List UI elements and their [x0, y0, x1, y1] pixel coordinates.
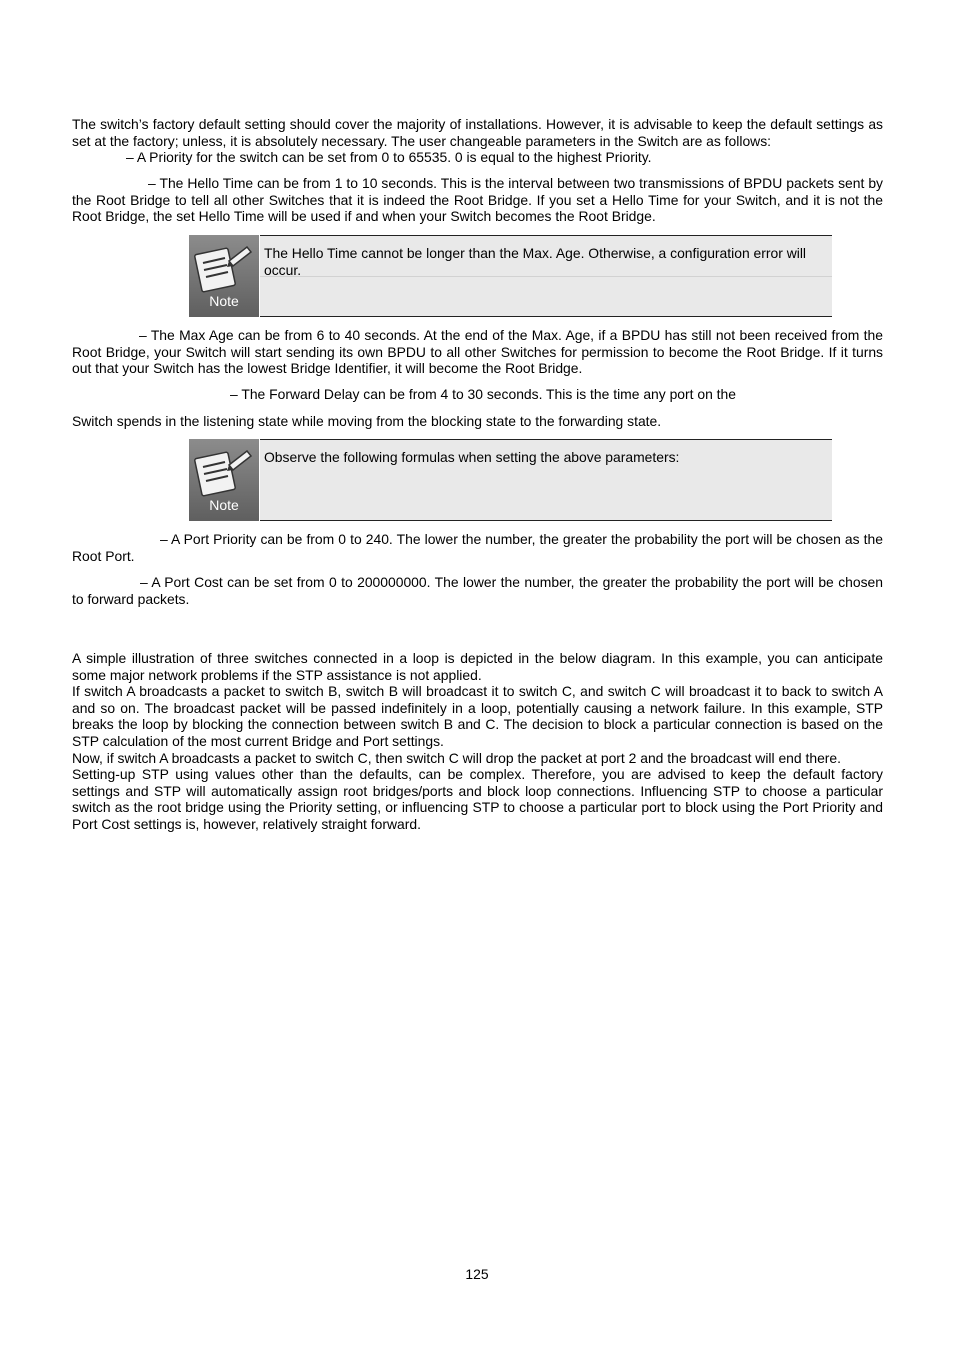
forward-delay-paragraph: – The Forward Delay can be from 4 to 30 seconds. This is the time any port on the [230, 386, 736, 402]
note-box-hello-time [189, 235, 832, 317]
note-text: The Hello Time cannot be longer than the Max. Age. Otherwise, a configuration error will occur. [264, 245, 807, 278]
setting-up-paragraph: Setting-up STP using values other than the defaults, can be complex. Therefore, you are advised to keep the default factory settings and STP will automatically assign root bridges/ports and block loop connections. Influencing STP to choose a particular switch as the root bridge using the Priority setting, or influencing STP to choose a particular port to block using the Port Priority and Port Cost settings is, however, relatively straight forward. [72, 766, 883, 833]
note-body [260, 439, 832, 521]
note-label: Note [209, 293, 239, 309]
forward-delay-continued: Switch spends in the listening state while moving from the blocking state to the forwarding state. [72, 413, 662, 429]
intro-paragraph: The switch’s factory default setting should cover the majority of installations. However, it is advisable to keep the default settings as set at the factory; unless, it is absolutely necessary. The user changeable parameters in the Switch are as follows: [72, 116, 883, 149]
port-priority-paragraph: – A Port Priority can be from 0 to 240. The lower the number, the greater the probability the port will be chosen as the Root Port. [72, 531, 883, 564]
note-body [260, 235, 832, 317]
broadcast-paragraph: If switch A broadcasts a packet to switch B, switch B will broadcast it to switch C, and switch C will broadcast it to back to switch A and so on. The broadcast packet will be passed indefinitely in a loop, potentially causing a network failure. In this example, STP breaks the loop by blocking the connection between switch B and C. The decision to block a particular connection is based on the STP calculation of the most current Bridge and Port settings. [72, 683, 883, 750]
note-box-formulas [189, 439, 832, 521]
hello-time-paragraph: – The Hello Time can be from 1 to 10 seconds. This is the interval between two transmissions of BPDU packets sent by the Root Bridge to tell all other Switches that it is indeed the Root Bridge. If you set a Hello Time for your Switch, and it is not the Root Bridge, the set Hello Time will be used if and when your Switch becomes the Root Bridge. [72, 175, 883, 225]
note-text: Observe the following formulas when setting the above parameters: [264, 449, 680, 465]
port-cost-paragraph: – A Port Cost can be set from 0 to 200000000. The lower the number, the greater the probability the port will be chosen to forward packets. [72, 574, 883, 607]
note-label: Note [209, 497, 239, 513]
max-age-paragraph: – The Max Age can be from 6 to 40 seconds. At the end of the Max. Age, if a BPDU has still not been received from the Root Bridge, your Switch will start sending its own BPDU to all other Switches for permission to become the Root Bridge. If it turns out that your Switch has the lowest Bridge Identifier, it will become the Root Bridge. [72, 327, 883, 377]
now-paragraph: Now, if switch A broadcasts a packet to switch C, then switch C will drop the packet at port 2 and the broadcast will end there. [72, 750, 842, 766]
note-icon [189, 439, 259, 521]
note-icon [189, 235, 259, 317]
page-number: 125 [465, 1266, 489, 1282]
illustration-paragraph: A simple illustration of three switches connected in a loop is depicted in the below diagram. In this example, you can anticipate some major network problems if the STP assistance is not applied. [72, 650, 883, 683]
priority-paragraph: – A Priority for the switch can be set from 0 to 65535. 0 is equal to the highest Priority. [126, 149, 652, 165]
